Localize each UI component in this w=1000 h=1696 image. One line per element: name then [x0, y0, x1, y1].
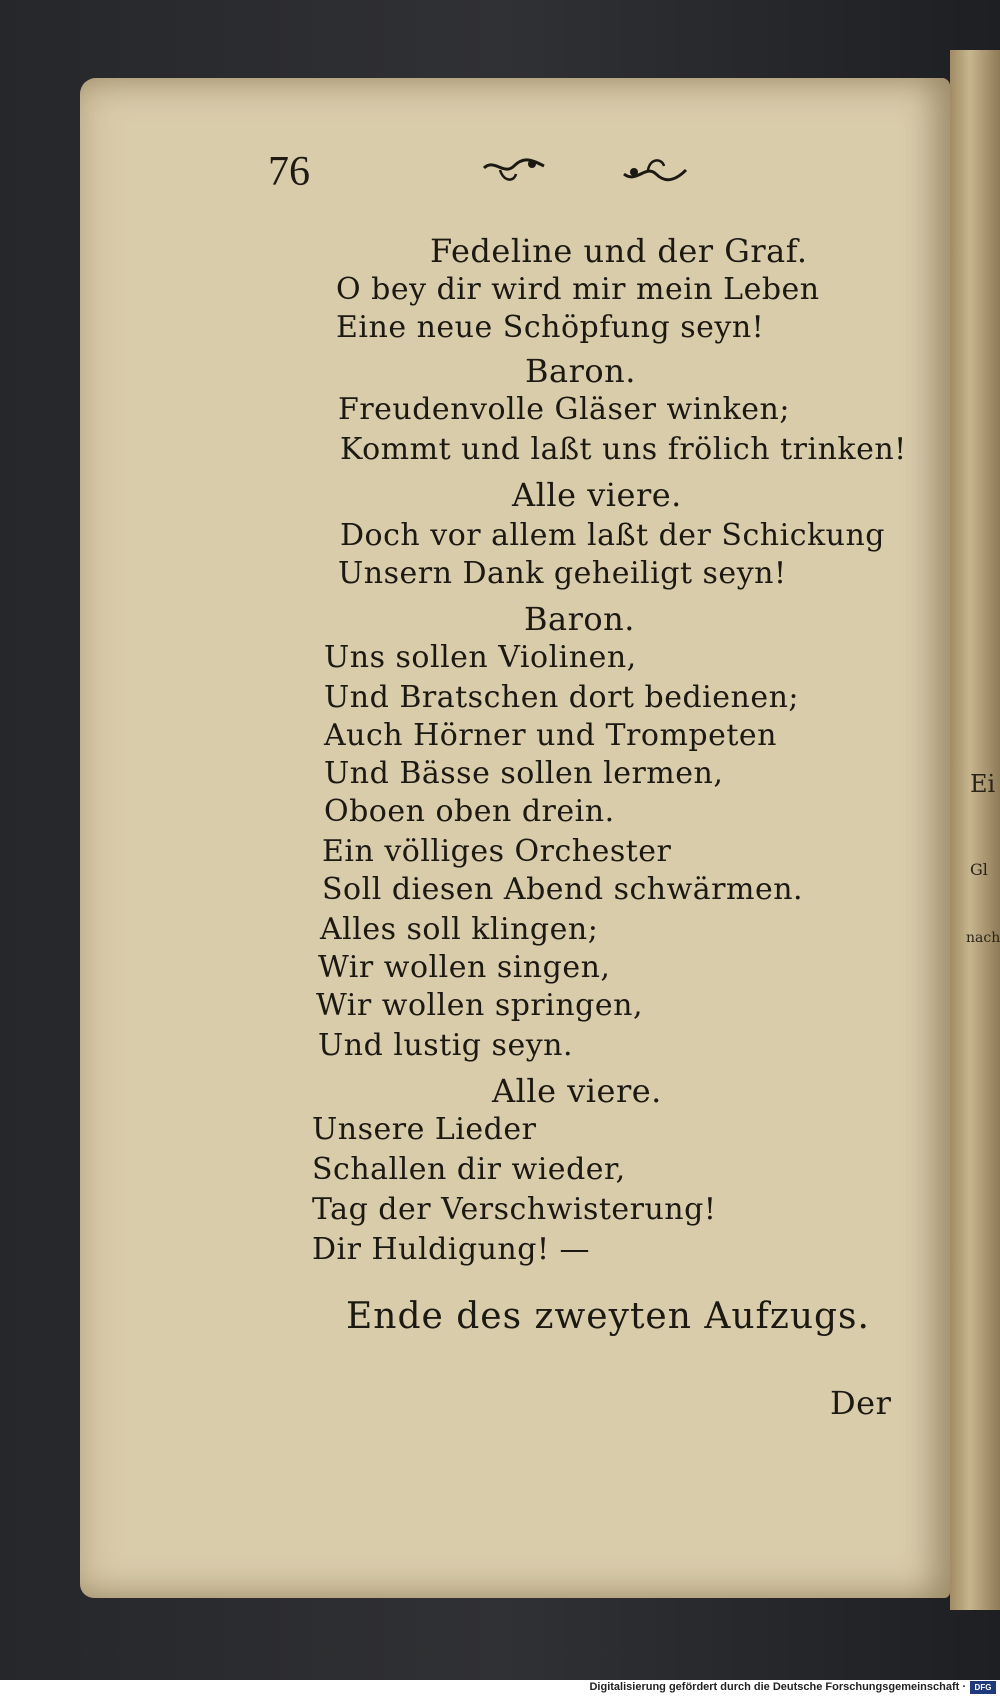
verse-line: Freudenvolle Gläser winken;: [338, 392, 790, 427]
verse-line: Ein völliges Orchester: [322, 834, 672, 869]
verse-line: Tag der Verschwisterung!: [312, 1192, 717, 1227]
adjacent-page-fragment: Gl: [970, 860, 988, 879]
verse-line: Und Bässe sollen lermen,: [324, 756, 724, 791]
verse-line: Wir wollen singen,: [318, 950, 611, 985]
verse-line: Uns sollen Violinen,: [324, 640, 637, 675]
verse-line: Dir Huldigung! —: [312, 1232, 591, 1267]
verse-line: Und Bratschen dort bedienen;: [324, 680, 800, 715]
footer-credit: Digitalisierung gefördert durch die Deutsche Forschungsgemeinschaft ·: [589, 1681, 966, 1693]
speaker-heading: Alle viere.: [492, 1072, 662, 1110]
verse-line: Auch Hörner und Trompeten: [324, 718, 777, 753]
verse-line: Eine neue Schöpfung seyn!: [336, 310, 765, 345]
digitization-footer: [0, 1680, 1000, 1696]
act-end-note: Ende des zweyten Aufzugs.: [346, 1296, 870, 1337]
verse-line: Wir wollen springen,: [316, 988, 643, 1023]
catchword: Der: [830, 1384, 892, 1422]
speaker-heading: Alle viere.: [512, 476, 682, 514]
adjacent-page-fragment: Ei: [970, 770, 996, 798]
speaker-heading: Baron.: [524, 600, 635, 638]
right-ornament-icon: [620, 150, 690, 190]
speaker-heading: Fedeline und der Graf.: [430, 232, 808, 270]
verse-line: Und lustig seyn.: [318, 1028, 574, 1063]
verse-line: Kommt und laßt uns frölich trinken!: [340, 432, 907, 467]
verse-line: Alles soll klingen;: [320, 912, 599, 947]
page-number: 76: [268, 149, 310, 195]
speaker-heading: Baron.: [525, 352, 636, 390]
verse-line: Soll diesen Abend schwärmen.: [322, 872, 804, 907]
verse-line: O bey dir wird mir mein Leben: [336, 272, 820, 307]
adjacent-page-edge: [950, 50, 1000, 1610]
verse-line: Schallen dir wieder,: [312, 1152, 626, 1187]
dfg-logo: DFG: [970, 1681, 996, 1694]
verse-line: Unsern Dank geheiligt seyn!: [338, 556, 787, 591]
left-ornament-icon: [480, 150, 550, 190]
adjacent-page-fragment: nach: [966, 930, 1000, 946]
verse-line: Unsere Lieder: [312, 1112, 537, 1147]
verse-line: Oboen oben drein.: [324, 794, 615, 829]
verse-line: Doch vor allem laßt der Schickung: [340, 518, 886, 553]
